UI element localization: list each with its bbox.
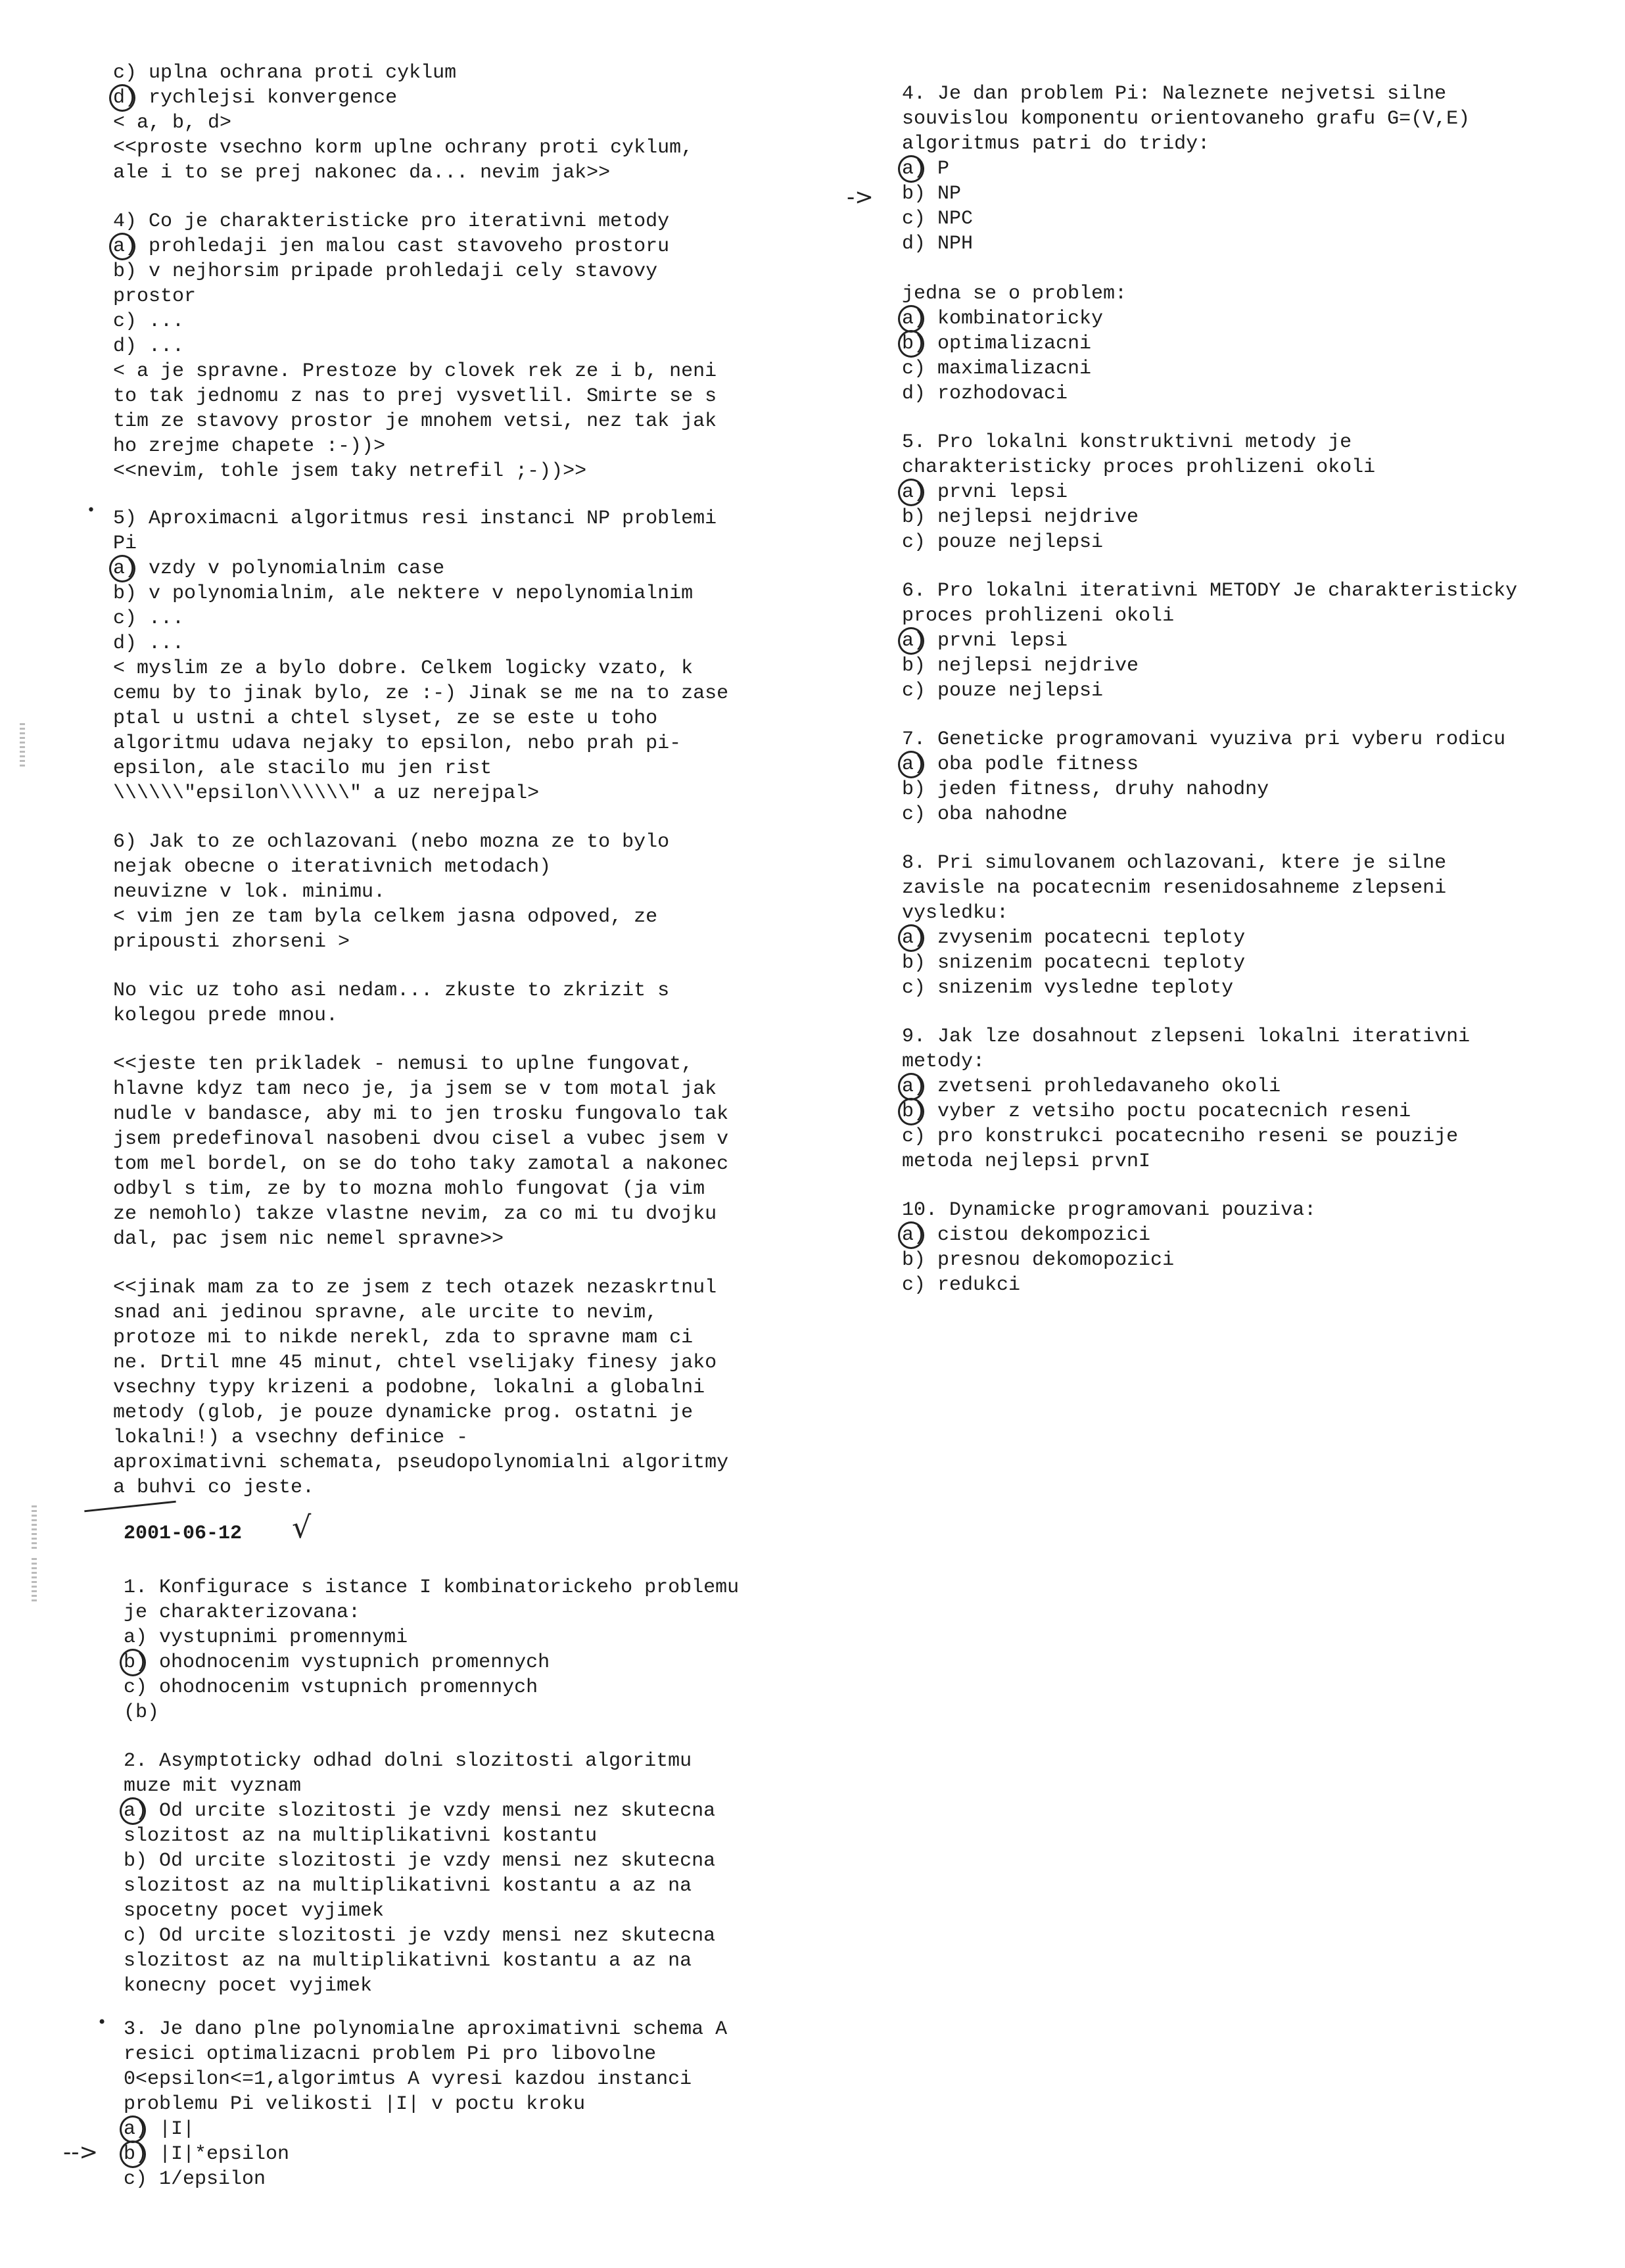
text-line: a) Od urcite slozitosti je vzdy mensi nez skutecna [124,1800,716,1822]
text-line: zavisle na pocatecnim resenidosahneme zlepseni [902,877,1447,899]
text-line: kolegou prede mnou. [113,1004,339,1027]
text-line: metody: [902,1051,985,1073]
text-line: pripousti zhorseni > [113,931,350,953]
text-line: algoritmu udava nejaky to epsilon, nebo prah pi- [113,732,682,755]
answer-circle-mark [898,155,924,183]
text-line: b) nejlepsi nejdrive [902,506,1139,529]
text-line: problemu Pi velikosti |I| v poctu kroku [124,2093,586,2115]
text-line: (b) [124,1701,160,1724]
text-line: 4. Je dan problem Pi: Naleznete nejvetsi silne [902,83,1447,105]
answer-circle-mark [898,1221,924,1249]
answer-circle-mark [109,84,135,112]
text-line: d) rozhodovaci [902,383,1068,405]
answer-circle-mark [898,305,924,333]
text-line: nejak obecne o iterativnich metodach) [113,856,552,878]
text-line: prostor [113,285,197,308]
text-line: c) pro konstrukci pocatecniho reseni se pouzije [902,1125,1459,1148]
text-line: 9. Jak lze dosahnout zlepseni lokalni iterativni [902,1026,1471,1048]
text-line: konecny pocet vyjimek [124,1975,373,1997]
text-line: a) prvni lepsi [902,630,1068,652]
answer-circle-mark [120,1797,146,1825]
handwritten-bullet: • [87,502,95,519]
text-line: c) snizenim vysledne teploty [902,977,1234,999]
text-line: nudle v bandasce, aby mi to jen trosku fungovalo tak [113,1103,729,1125]
text-line: hlavne kdyz tam neco je, ja jsem se v tom motal jak [113,1078,717,1100]
text-line: b) jeden fitness, druhy nahodny [902,778,1269,801]
scan-artifact [32,1558,37,1604]
answer-circle-mark [109,233,135,260]
text-line: a) oba podle fitness [902,753,1139,776]
text-line: b) |I|*epsilon [124,2143,290,2165]
handwritten-check: √ [292,1509,312,1545]
text-line: 5. Pro lokalni konstruktivni metody je [902,431,1352,454]
text-line: jedna se o problem: [902,283,1127,305]
answer-circle-mark [120,2115,146,2143]
text-line: odbyl s tim, ze by to mozna mohlo fungovat (ja vim [113,1178,705,1200]
text-line: c) ohodnocenim vstupnich promennych [124,1676,538,1699]
answer-circle-mark [898,751,924,778]
answer-circle-mark [120,1649,146,1676]
text-line: b) v polynomialnim, ale nektere v nepolynomialnim [113,582,694,605]
text-line: snad ani jedinou spravne, ale urcite to nevim, [113,1302,658,1324]
answer-circle-mark [898,1098,924,1125]
text-line: slozitost az na multiplikativni kostantu a az na [124,1950,692,1972]
text-line: tim ze stavovy prostor je mnohem vetsi, nez tak jak [113,410,717,433]
text-line: je charakterizovana: [124,1601,361,1624]
text-line: slozitost az na multiplikativni kostantu a az na [124,1875,692,1897]
answer-circle-mark [109,555,135,582]
text-line: b) v nejhorsim pripade prohledaji cely stavovy [113,260,658,283]
text-line: a) zvetseni prohledavaneho okoli [902,1075,1281,1098]
handwritten-arrow: -> [847,184,874,210]
text-line: proces prohlizeni okoli [902,605,1175,627]
text-line: c) uplna ochrana proti cyklum [113,62,457,84]
text-line: souvislou komponentu orientovaneho grafu G=(V,E) [902,108,1471,130]
text-line: a) vzdy v polynomialnim case [113,557,445,580]
handwritten-stroke [84,1501,176,1513]
text-line: d) rychlejsi konvergence [113,87,398,109]
text-line: 1. Konfigurace s istance I kombinatorickeho problemu [124,1576,740,1599]
text-line: a) prvni lepsi [902,481,1068,504]
text-line: aproximativni schemata, pseudopolynomialni algoritmy [113,1452,729,1474]
text-line: a buhvi co jeste. [113,1477,315,1499]
text-line: algoritmus patri do tridy: [902,133,1210,155]
text-line: a) cistou dekompozici [902,1224,1151,1246]
text-line: b) nejlepsi nejdrive [902,655,1139,677]
text-line: Pi [113,532,137,555]
text-line: <<jeste ten prikladek - nemusi to uplne fungovat, [113,1053,694,1075]
answer-circle-mark [120,2140,146,2168]
text-line: \\\\\\"epsilon\\\\\\" a uz nerejpal> [113,782,540,805]
text-line: b) snizenim pocatecni teploty [902,952,1246,974]
text-line: 2001-06-12 [124,1523,243,1545]
text-line: vsechny typy krizeni a podobne, lokalni a globalni [113,1377,705,1399]
text-line: d) NPH [902,233,974,255]
text-line: <<jinak mam za to ze jsem z tech otazek nezaskrtnul [113,1277,717,1299]
text-line: ne. Drtil mne 45 minut, chtel vselijaky finesy jako [113,1352,717,1374]
text-line: d) ... [113,632,185,655]
text-line: c) 1/epsilon [124,2168,266,2190]
text-line: < vim jen ze tam byla celkem jasna odpoved, ze [113,906,658,928]
text-line: a) P [902,158,950,180]
text-line: c) ... [113,310,185,333]
text-line: <<nevim, tohle jsem taky netrefil ;-))>> [113,460,587,483]
handwritten-arrow: --> [63,2139,99,2165]
text-line: b) NP [902,183,962,205]
text-line: lokalni!) a vsechny definice - [113,1427,469,1449]
text-line: spocetny pocet vyjimek [124,1900,385,1922]
text-line: a) zvysenim pocatecni teploty [902,927,1246,949]
text-line: neuvizne v lok. minimu. [113,881,386,903]
text-line: c) Od urcite slozitosti je vzdy mensi nez skutecna [124,1925,716,1947]
text-line: b) ohodnocenim vystupnich promennych [124,1651,550,1674]
text-line: b) optimalizacni [902,333,1092,355]
text-line: cemu by to jinak bylo, ze :-) Jinak se me na to zase [113,682,729,705]
text-line: < a je spravne. Prestoze by clovek rek ze i b, neni [113,360,717,383]
text-line: a) kombinatoricky [902,308,1104,330]
text-line: protoze mi to nikde nerekl, zda to spravne mam ci [113,1327,694,1349]
text-line: b) presnou dekomopozici [902,1249,1175,1271]
text-line: <<proste vsechno korm uplne ochrany proti cyklum, [113,137,694,159]
text-line: c) pouze nejlepsi [902,531,1104,554]
text-line: 6) Jak to ze ochlazovani (nebo mozna ze to bylo [113,831,670,853]
text-line: c) ... [113,607,185,630]
text-line: a) |I| [124,2118,195,2140]
text-line: dal, pac jsem nic nemel spravne>> [113,1228,504,1250]
text-line: 8. Pri simulovanem ochlazovani, ktere je silne [902,852,1447,874]
text-line: < myslim ze a bylo dobre. Celkem logicky vzato, k [113,657,694,680]
text-line: vysledku: [902,902,1009,924]
scan-artifact [32,1505,37,1551]
text-line: d) ... [113,335,185,358]
text-line: < a, b, d> [113,112,232,134]
text-line: c) NPC [902,208,974,230]
text-line: ptal u ustni a chtel slyset, ze se este u toho [113,707,658,730]
text-line: 10. Dynamicke programovani pouziva: [902,1199,1317,1221]
handwritten-bullet: • [97,2013,107,2031]
text-line: 6. Pro lokalni iterativni METODY Je charakteristicky [902,580,1518,602]
text-line: 3. Je dano plne polynomialne aproximativni schema A [124,2018,728,2041]
text-line: c) pouze nejlepsi [902,680,1104,702]
text-line: slozitost az na multiplikativni kostantu [124,1825,598,1847]
text-line: a) vystupnimi promennymi [124,1626,408,1649]
text-line: charakteristicky proces prohlizeni okoli [902,456,1376,479]
text-line: a) prohledaji jen malou cast stavoveho prostoru [113,235,670,258]
text-line: ale i to se prej nakonec da... nevim jak>> [113,162,611,184]
text-line: 0<epsilon<=1,algorimtus A vyresi kazdou instanci [124,2068,692,2091]
text-line: ze nemohlo) takze vlastne nevim, za co mi tu dvojku [113,1203,717,1225]
answer-circle-mark [898,1073,924,1100]
text-line: ho zrejme chapete :-))> [113,435,386,458]
text-line: jsem predefinoval nasobeni dvou cisel a vubec jsem v [113,1128,729,1150]
text-line: c) oba nahodne [902,803,1068,826]
text-line: epsilon, ale stacilo mu jen rist [113,757,492,780]
text-line: c) redukci [902,1274,1021,1296]
answer-circle-mark [898,330,924,358]
text-line: b) vyber z vetsiho poctu pocatecnich reseni [902,1100,1411,1123]
text-line: metoda nejlepsi prvnI [902,1150,1151,1173]
answer-circle-mark [898,479,924,506]
text-line: metody (glob, je pouze dynamicke prog. ostatni je [113,1402,694,1424]
text-line: 2. Asymptoticky odhad dolni slozitosti algoritmu [124,1750,692,1772]
text-line: No vic uz toho asi nedam... zkuste to zkrizit s [113,980,670,1002]
answer-circle-mark [898,924,924,952]
text-line: b) Od urcite slozitosti je vzdy mensi nez skutecna [124,1850,716,1872]
scan-artifact [20,723,25,769]
text-line: 4) Co je charakteristicke pro iterativni metody [113,210,670,233]
text-line: 7. Geneticke programovani vyuziva pri vyberu rodicu [902,728,1506,751]
text-line: muze mit vyznam [124,1775,302,1797]
text-line: c) maximalizacni [902,358,1092,380]
text-line: 5) Aproximacni algoritmus resi instanci NP problemi [113,508,717,530]
text-line: to tak jednomu z nas to prej vysvetlil. Smirte se s [113,385,717,408]
text-line: resici optimalizacni problem Pi pro libovolne [124,2043,657,2066]
answer-circle-mark [898,627,924,655]
text-line: tom mel bordel, on se do toho taky zamotal a nakonec [113,1153,729,1175]
